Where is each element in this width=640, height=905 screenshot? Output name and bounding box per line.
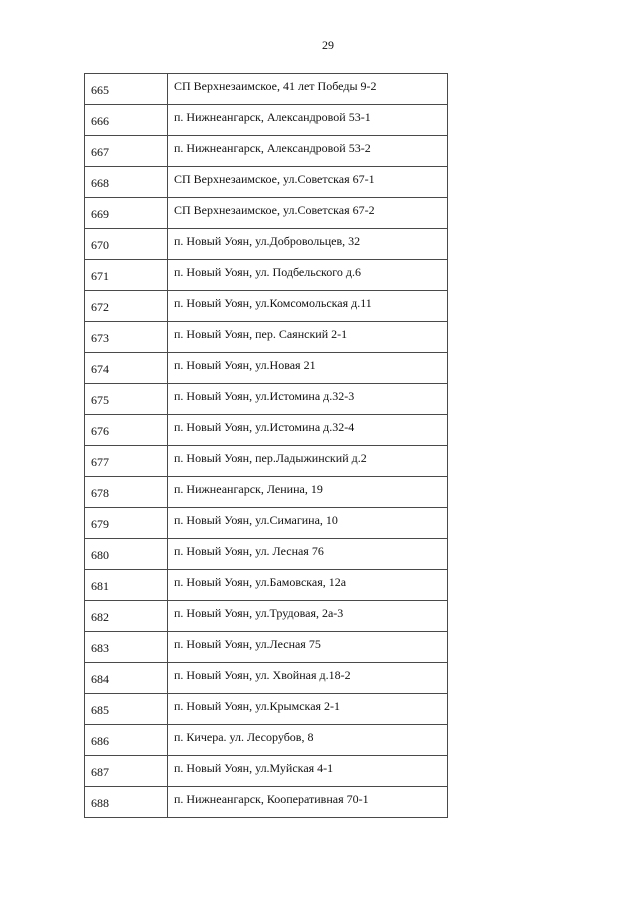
address-table — [84, 73, 448, 818]
address-cell: п. Нижнеангарск, Александровой 53-1 — [168, 105, 448, 136]
table-row — [85, 756, 448, 787]
row-number-cell: 670 — [85, 229, 168, 260]
row-number-cell: 676 — [85, 415, 168, 446]
table-row — [85, 725, 448, 756]
address-cell: п. Новый Уоян, ул.Новая 21 — [168, 353, 448, 384]
row-number-cell: 686 — [85, 725, 168, 756]
table-row — [85, 446, 448, 477]
row-number-cell: 684 — [85, 663, 168, 694]
address-cell: п. Новый Уоян, ул.Истомина д.32-3 — [168, 384, 448, 415]
row-number-cell: 685 — [85, 694, 168, 725]
address-cell: п. Новый Уоян, ул.Трудовая, 2а-3 — [168, 601, 448, 632]
row-number-cell: 687 — [85, 756, 168, 787]
table-row — [85, 136, 448, 167]
address-cell: п. Новый Уоян, ул. Подбельского д.6 — [168, 260, 448, 291]
table-row — [85, 508, 448, 539]
address-cell: п. Новый Уоян, ул.Бамовская, 12а — [168, 570, 448, 601]
row-number-cell: 688 — [85, 787, 168, 818]
row-number-cell: 677 — [85, 446, 168, 477]
address-cell: п. Кичера. ул. Лесорубов, 8 — [168, 725, 448, 756]
address-cell: п. Нижнеангарск, Кооперативная 70-1 — [168, 787, 448, 818]
row-number-cell: 675 — [85, 384, 168, 415]
table-row — [85, 570, 448, 601]
row-number-cell: 665 — [85, 74, 168, 105]
table-row — [85, 477, 448, 508]
row-number-cell: 672 — [85, 291, 168, 322]
address-cell: п. Новый Уоян, ул.Комсомольская д.11 — [168, 291, 448, 322]
row-number-cell: 680 — [85, 539, 168, 570]
address-cell: п. Новый Уоян, ул.Истомина д.32-4 — [168, 415, 448, 446]
table-row — [85, 291, 448, 322]
table-row — [85, 229, 448, 260]
row-number-cell: 683 — [85, 632, 168, 663]
table-row — [85, 353, 448, 384]
table-row — [85, 198, 448, 229]
address-cell: п. Новый Уоян, ул.Лесная 75 — [168, 632, 448, 663]
page-number: 29 — [322, 38, 334, 52]
address-cell: п. Новый Уоян, ул.Добровольцев, 32 — [168, 229, 448, 260]
row-number-cell: 666 — [85, 105, 168, 136]
address-cell: п. Новый Уоян, ул.Муйская 4-1 — [168, 756, 448, 787]
table-row — [85, 787, 448, 818]
address-cell: п. Новый Уоян, ул.Симагина, 10 — [168, 508, 448, 539]
table-row — [85, 74, 448, 105]
row-number-cell: 667 — [85, 136, 168, 167]
table-row — [85, 663, 448, 694]
address-cell: п. Нижнеангарск, Александровой 53-2 — [168, 136, 448, 167]
table-row — [85, 601, 448, 632]
row-number-cell: 678 — [85, 477, 168, 508]
row-number-cell: 673 — [85, 322, 168, 353]
table-row — [85, 694, 448, 725]
address-cell: п. Новый Уоян, пер. Саянский 2-1 — [168, 322, 448, 353]
address-cell: п. Новый Уоян, ул. Хвойная д.18-2 — [168, 663, 448, 694]
address-table-body — [85, 74, 448, 818]
address-cell: п. Новый Уоян, ул. Лесная 76 — [168, 539, 448, 570]
table-row — [85, 539, 448, 570]
table-row — [85, 632, 448, 663]
row-number-cell: 681 — [85, 570, 168, 601]
address-cell: п. Новый Уоян, ул.Крымская 2-1 — [168, 694, 448, 725]
row-number-cell: 679 — [85, 508, 168, 539]
row-number-cell: 668 — [85, 167, 168, 198]
address-cell: СП Верхнезаимское, ул.Советская 67-1 — [168, 167, 448, 198]
row-number-cell: 671 — [85, 260, 168, 291]
address-cell: п. Нижнеангарск, Ленина, 19 — [168, 477, 448, 508]
address-cell: п. Новый Уоян, пер.Ладыжинский д.2 — [168, 446, 448, 477]
row-number-cell: 674 — [85, 353, 168, 384]
address-cell: СП Верхнезаимское, ул.Советская 67-2 — [168, 198, 448, 229]
row-number-cell: 669 — [85, 198, 168, 229]
table-row — [85, 322, 448, 353]
table-row — [85, 384, 448, 415]
table-row — [85, 260, 448, 291]
table-row — [85, 105, 448, 136]
address-cell: СП Верхнезаимское, 41 лет Победы 9-2 — [168, 74, 448, 105]
table-row — [85, 415, 448, 446]
row-number-cell: 682 — [85, 601, 168, 632]
table-row — [85, 167, 448, 198]
